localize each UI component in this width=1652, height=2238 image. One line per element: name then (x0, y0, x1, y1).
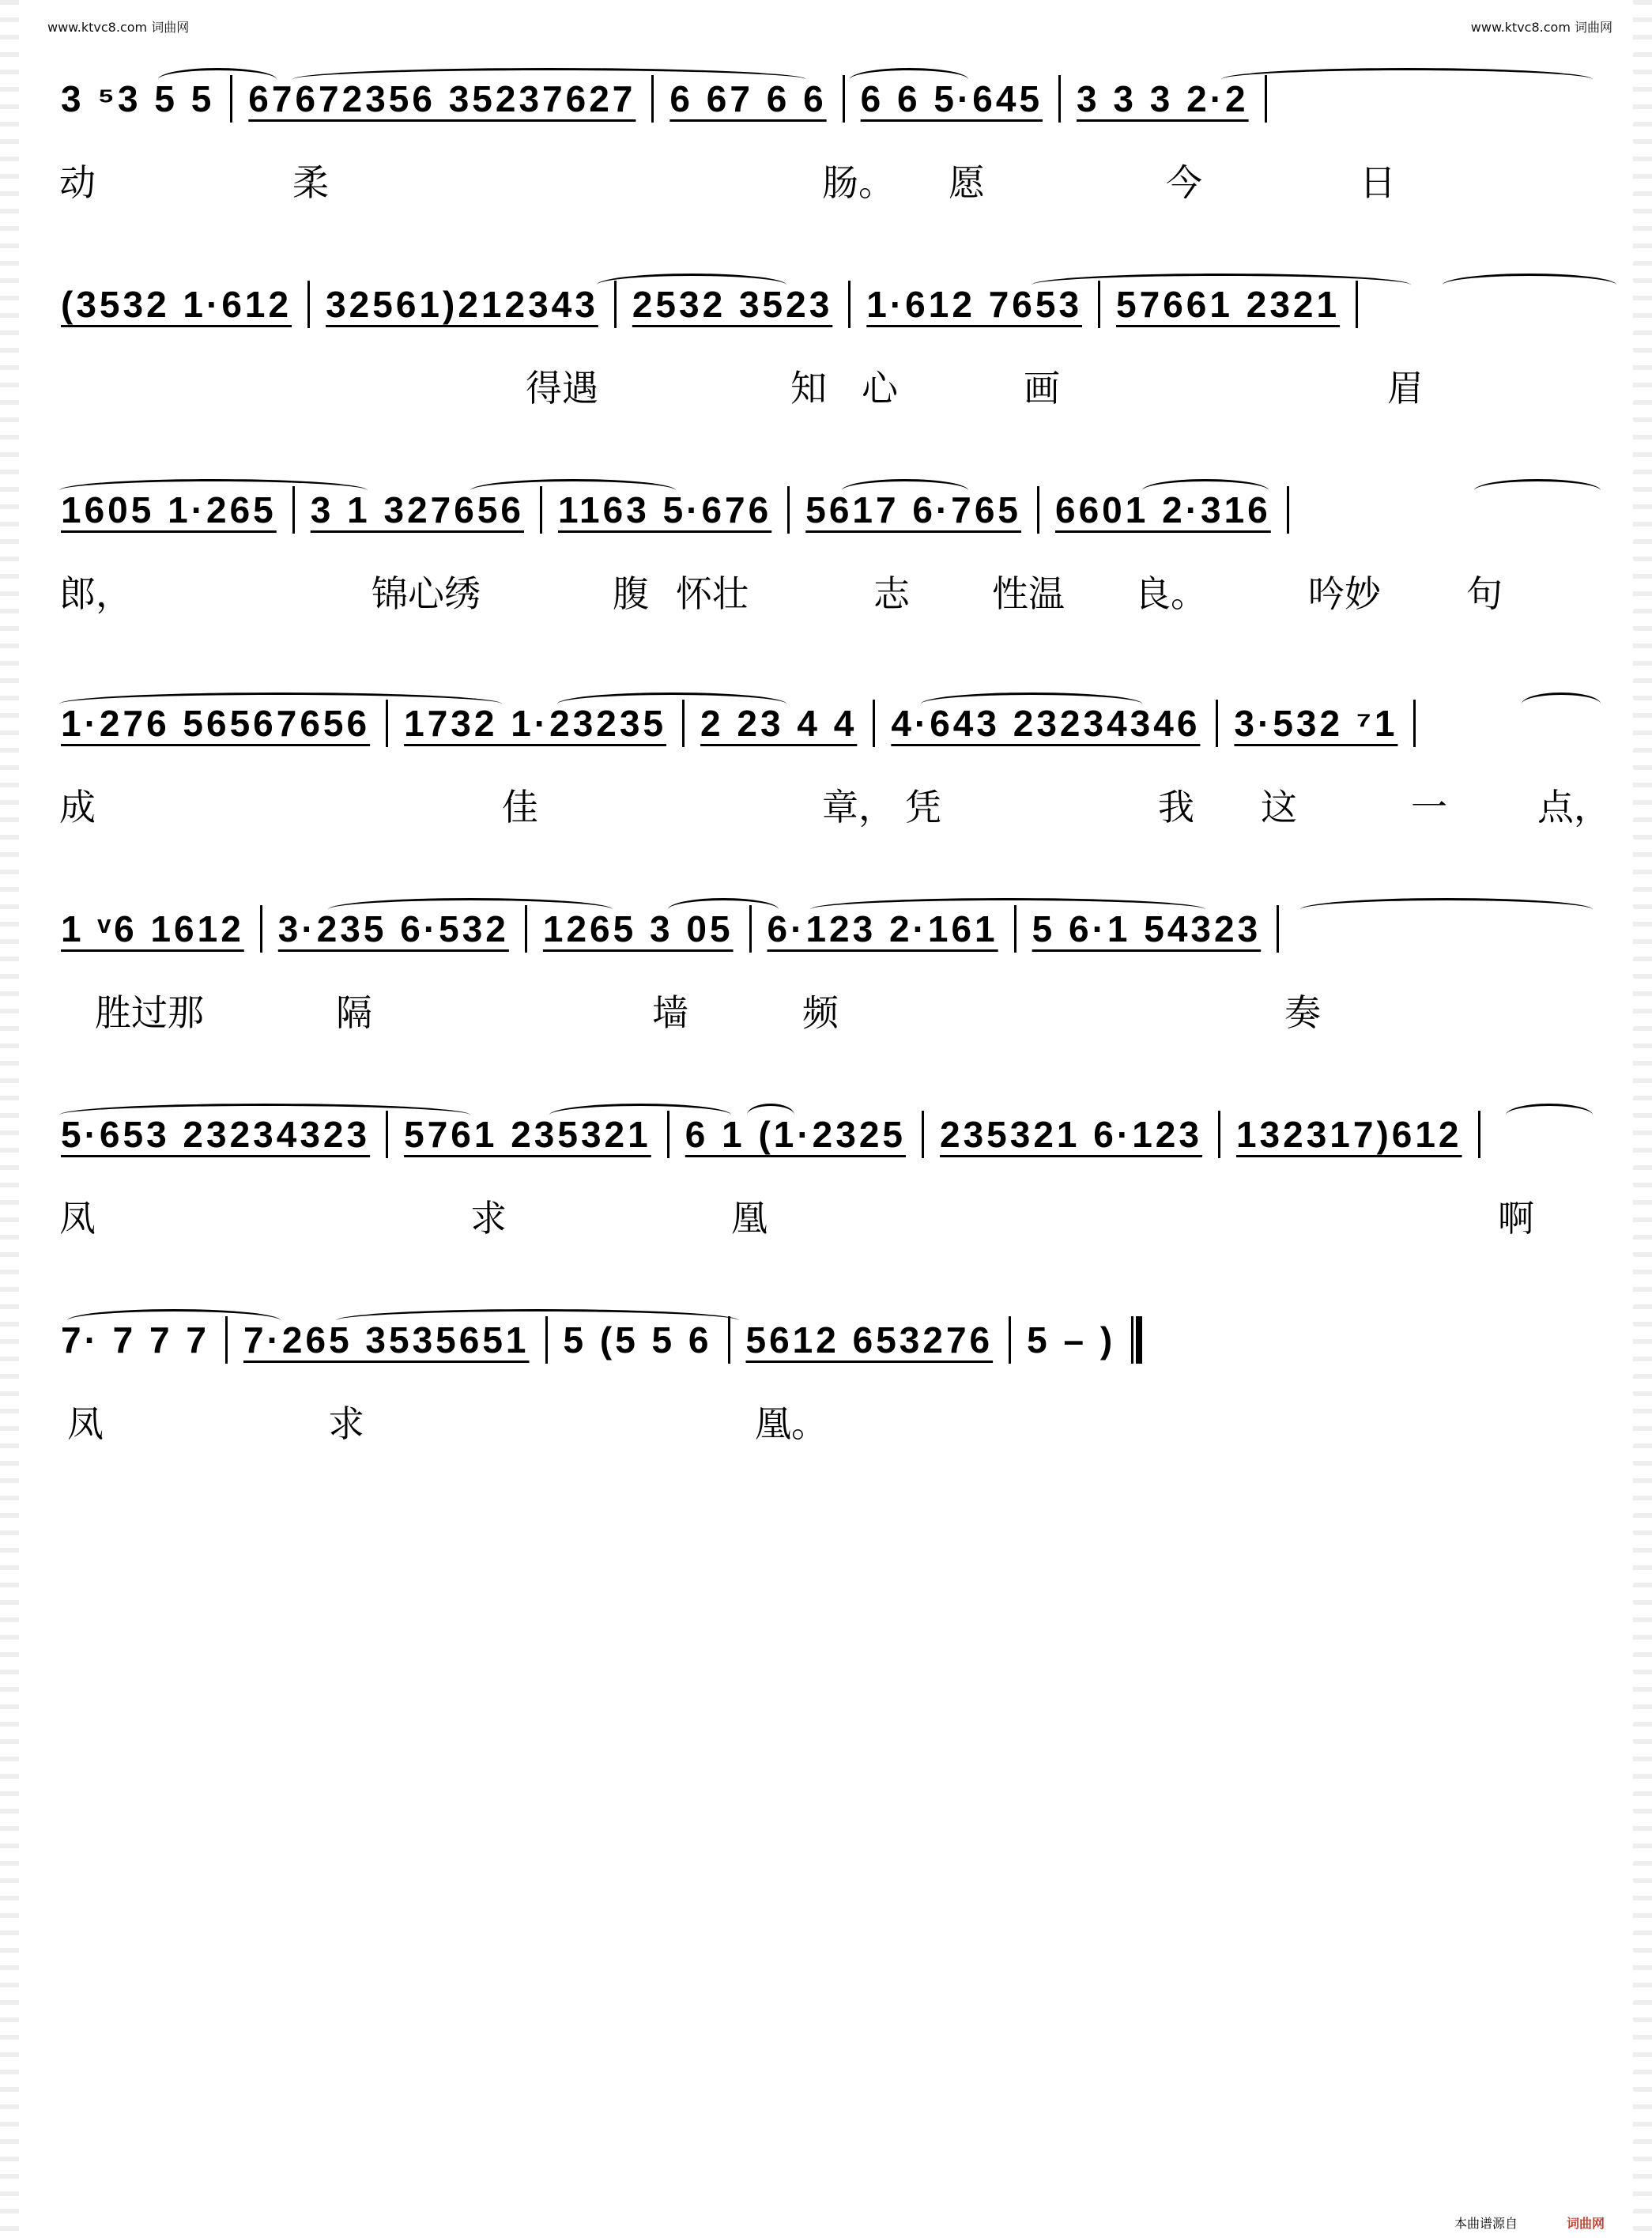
barline (873, 700, 875, 747)
slur (1443, 274, 1616, 296)
slur (1142, 479, 1269, 502)
measure: 2532 3523 (632, 284, 833, 325)
barline (1058, 75, 1061, 123)
slur (59, 479, 368, 502)
slur (921, 693, 1142, 715)
lyric: 郎， (59, 572, 132, 615)
barline (1287, 486, 1289, 534)
barline (922, 1111, 924, 1158)
measure: 3·235 6·532 (277, 908, 509, 949)
lyrics-line (51, 565, 1609, 613)
lyric: 章， (822, 786, 895, 828)
lyric: 求 (470, 1197, 507, 1240)
slur (1032, 274, 1411, 296)
barline (1009, 1316, 1011, 1364)
lyric: 肠。 (822, 161, 895, 204)
measure: 57661 2321 (1116, 284, 1341, 325)
measure: 7· 7 7 7 (61, 1319, 209, 1361)
lyric: 腹 (613, 572, 649, 615)
slur (850, 68, 968, 91)
lyric: 动 (59, 161, 96, 204)
header-site-right: www.ktvc8.com 词曲网 (1470, 20, 1612, 35)
score-system-3 (51, 466, 1609, 656)
measure: 5 – ) (1027, 1319, 1116, 1361)
measure: 5·653 23234323 (61, 1114, 371, 1155)
lyric: 墙 (652, 991, 688, 1034)
lyric: 胜过那 (95, 991, 204, 1034)
barline (843, 75, 845, 123)
lyric: 志 (873, 572, 910, 615)
slur (1522, 693, 1601, 715)
lyrics-line (51, 984, 1609, 1032)
lyric: 频 (802, 991, 839, 1034)
lyric: 愿 (949, 161, 985, 204)
lyric: 一 (1411, 786, 1447, 828)
lyric: 凰。 (755, 1402, 828, 1445)
barline (1218, 1111, 1220, 1158)
slur (597, 274, 786, 296)
measure: 3·532 ⁷1 (1234, 703, 1398, 744)
lyric: 凭 (905, 786, 941, 828)
lyric: 眉 (1387, 367, 1424, 409)
score-system-2 (51, 261, 1609, 451)
lyric: 得遇 (526, 367, 598, 409)
slur (747, 1104, 794, 1127)
measure: 67672356 35237627 (248, 78, 636, 119)
measure: 5617 6·765 (805, 489, 1021, 530)
footer-brand-link[interactable]: 词曲网 (1566, 2216, 1605, 2231)
lyrics-line (51, 779, 1609, 826)
score-system-1 (51, 55, 1609, 245)
barline (1037, 486, 1039, 534)
lyric: 知 (790, 367, 827, 409)
barline (1478, 1111, 1480, 1158)
measure: 3 1 327656 (310, 489, 524, 530)
slur (668, 898, 779, 921)
measure: 1163 5·676 (558, 489, 772, 530)
lyric: 这 (1261, 786, 1297, 828)
measure: 235321 6·123 (940, 1114, 1202, 1155)
barline (787, 486, 790, 534)
lyric: 点， (1537, 786, 1610, 828)
lyric: 句 (1466, 572, 1503, 615)
measure: 6 6 5·645 (860, 78, 1043, 119)
lyric: 求 (328, 1402, 364, 1445)
slur (1506, 1104, 1593, 1127)
footer-source-text: 本曲谱源自 (1454, 2216, 1518, 2231)
measure: 132317)612 (1235, 1114, 1462, 1155)
score-system-6 (51, 1091, 1609, 1281)
lyric: 佳 (502, 786, 538, 828)
lyric: 画 (1024, 367, 1060, 409)
measure: 1605 1·265 (61, 489, 277, 530)
slur (336, 1309, 739, 1332)
lyric: 奏 (1284, 991, 1321, 1034)
score-system-4 (51, 680, 1609, 870)
barline (1413, 700, 1416, 747)
slur (67, 1309, 281, 1332)
lyric: 成 (59, 786, 96, 828)
slur (59, 1104, 470, 1127)
barline (1277, 905, 1279, 953)
measure: 1·612 7653 (866, 284, 1083, 325)
lyric: 今 (1166, 161, 1202, 204)
lyrics-line (51, 360, 1609, 407)
slur (470, 479, 676, 502)
slur (328, 898, 613, 921)
lyric: 心 (862, 367, 898, 409)
slur (59, 693, 502, 715)
measure: 5 (5 5 6 (563, 1319, 712, 1361)
measure: 7·265 3535651 (243, 1319, 530, 1361)
lyric: 隔 (336, 991, 372, 1034)
measure: 5 6·1 54323 (1032, 908, 1262, 949)
left-margin-strip (0, 0, 19, 2238)
score-system-5 (51, 885, 1609, 1075)
slur (1300, 898, 1593, 921)
lyric: 锦心绣 (372, 572, 481, 615)
lyric: 凰 (731, 1197, 768, 1240)
barline (260, 905, 262, 953)
lyrics-line (51, 1190, 1609, 1240)
measure: 1265 3 05 (542, 908, 734, 949)
lyric: 怀壮 (676, 572, 749, 615)
measure: 6601 2·316 (1055, 489, 1271, 530)
measure: 5761 235321 (404, 1114, 651, 1155)
slur (842, 479, 968, 502)
lyric: 凤 (59, 1197, 96, 1240)
lyric: 日 (1360, 161, 1396, 204)
final-barline (1131, 1316, 1142, 1364)
slur (158, 68, 277, 91)
slur (810, 898, 1205, 921)
slur (557, 693, 786, 715)
lyric: 性温 (992, 572, 1065, 615)
measure: 2 23 4 4 (700, 703, 858, 744)
barline (307, 281, 310, 328)
lyrics-line (51, 154, 1609, 202)
lyrics-line (51, 1395, 1609, 1443)
measure: 5612 653276 (745, 1319, 994, 1361)
measure: 3 3 3 2·2 (1077, 78, 1249, 119)
lyric: 良。 (1134, 572, 1207, 615)
measure: 6·123 2·161 (767, 908, 998, 949)
measure: 3 ⁵3 5 5 (61, 78, 215, 119)
lyric: 吟妙 (1308, 572, 1381, 615)
measure: 1·276 56567656 (61, 703, 371, 744)
header-site-left: www.ktvc8.com 词曲网 (47, 20, 190, 35)
measure: 6 1 (1·2325 (685, 1114, 907, 1155)
measure: 6 67 6 6 (669, 78, 827, 119)
right-margin-strip (1633, 0, 1652, 2238)
lyric: 我 (1158, 786, 1194, 828)
barline (848, 281, 851, 328)
measure: 1732 1·23235 (404, 703, 667, 744)
measure: (3532 1·612 (61, 284, 292, 325)
lyric: 柔 (292, 161, 329, 204)
slur (292, 68, 806, 91)
slur (549, 1104, 731, 1127)
score-system-7 (51, 1296, 1609, 1486)
measure: 32561)212343 (326, 284, 598, 325)
measure: 4·643 23234346 (891, 703, 1201, 744)
measure: 1 ᵛ6 1612 (61, 908, 244, 949)
slur (1221, 68, 1593, 91)
lyric: 啊 (1498, 1197, 1534, 1240)
notation-line (51, 885, 1285, 972)
lyric: 凤 (67, 1402, 104, 1445)
slur (1474, 479, 1601, 502)
barline (1216, 700, 1218, 747)
